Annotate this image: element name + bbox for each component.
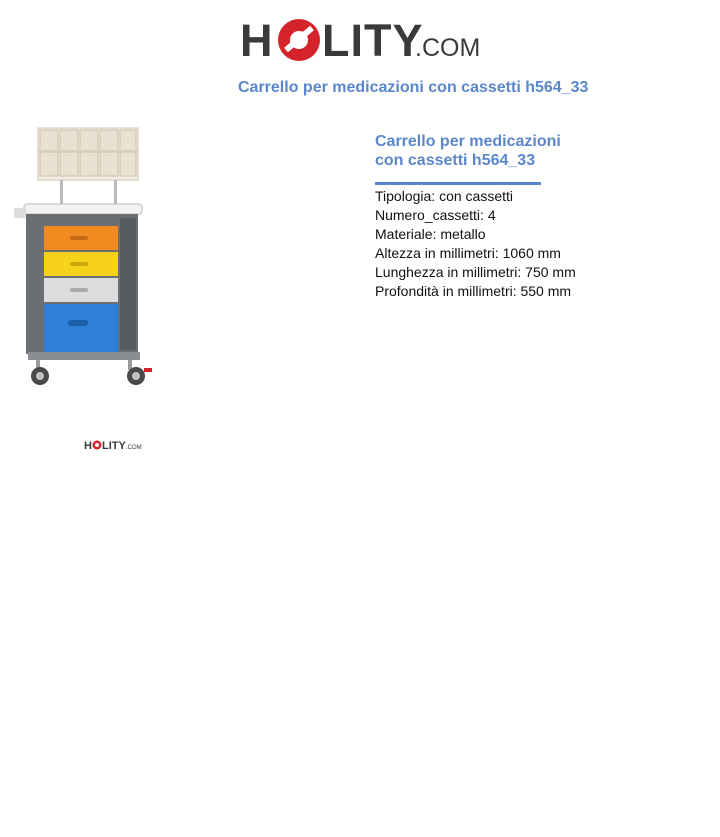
spec-item: Tipologia: con cassetti [375, 188, 513, 204]
svg-text:H: H [84, 440, 92, 452]
svg-text:.COM: .COM [126, 445, 142, 451]
spec-list [375, 187, 635, 301]
svg-text:LITY: LITY [102, 440, 126, 452]
page-title: Carrello per medicazioni con cassetti h564_33 [238, 79, 589, 96]
title-divider [375, 182, 541, 185]
svg-text:.COM: .COM [415, 34, 481, 62]
medical-trolley-image [10, 124, 165, 392]
product-title: Carrello per medicazioni con cassetti h564_33 [375, 133, 561, 169]
holity-logo[interactable] [240, 10, 485, 68]
spec-item: Materiale: metallo [375, 226, 486, 242]
spec-item: Lunghezza in millimetri: 750 mm [375, 264, 576, 280]
holity-logo-small [84, 438, 140, 452]
product-info [375, 132, 635, 301]
svg-text:LITY: LITY [322, 15, 424, 66]
holity-logo-o-icon [278, 19, 320, 61]
spec-item: Numero_cassetti: 4 [375, 207, 496, 223]
spec-item: Altezza in millimetri: 1060 mm [375, 245, 561, 261]
spec-item: Profondità in millimetri: 550 mm [375, 283, 572, 299]
svg-text:H: H [240, 15, 274, 66]
